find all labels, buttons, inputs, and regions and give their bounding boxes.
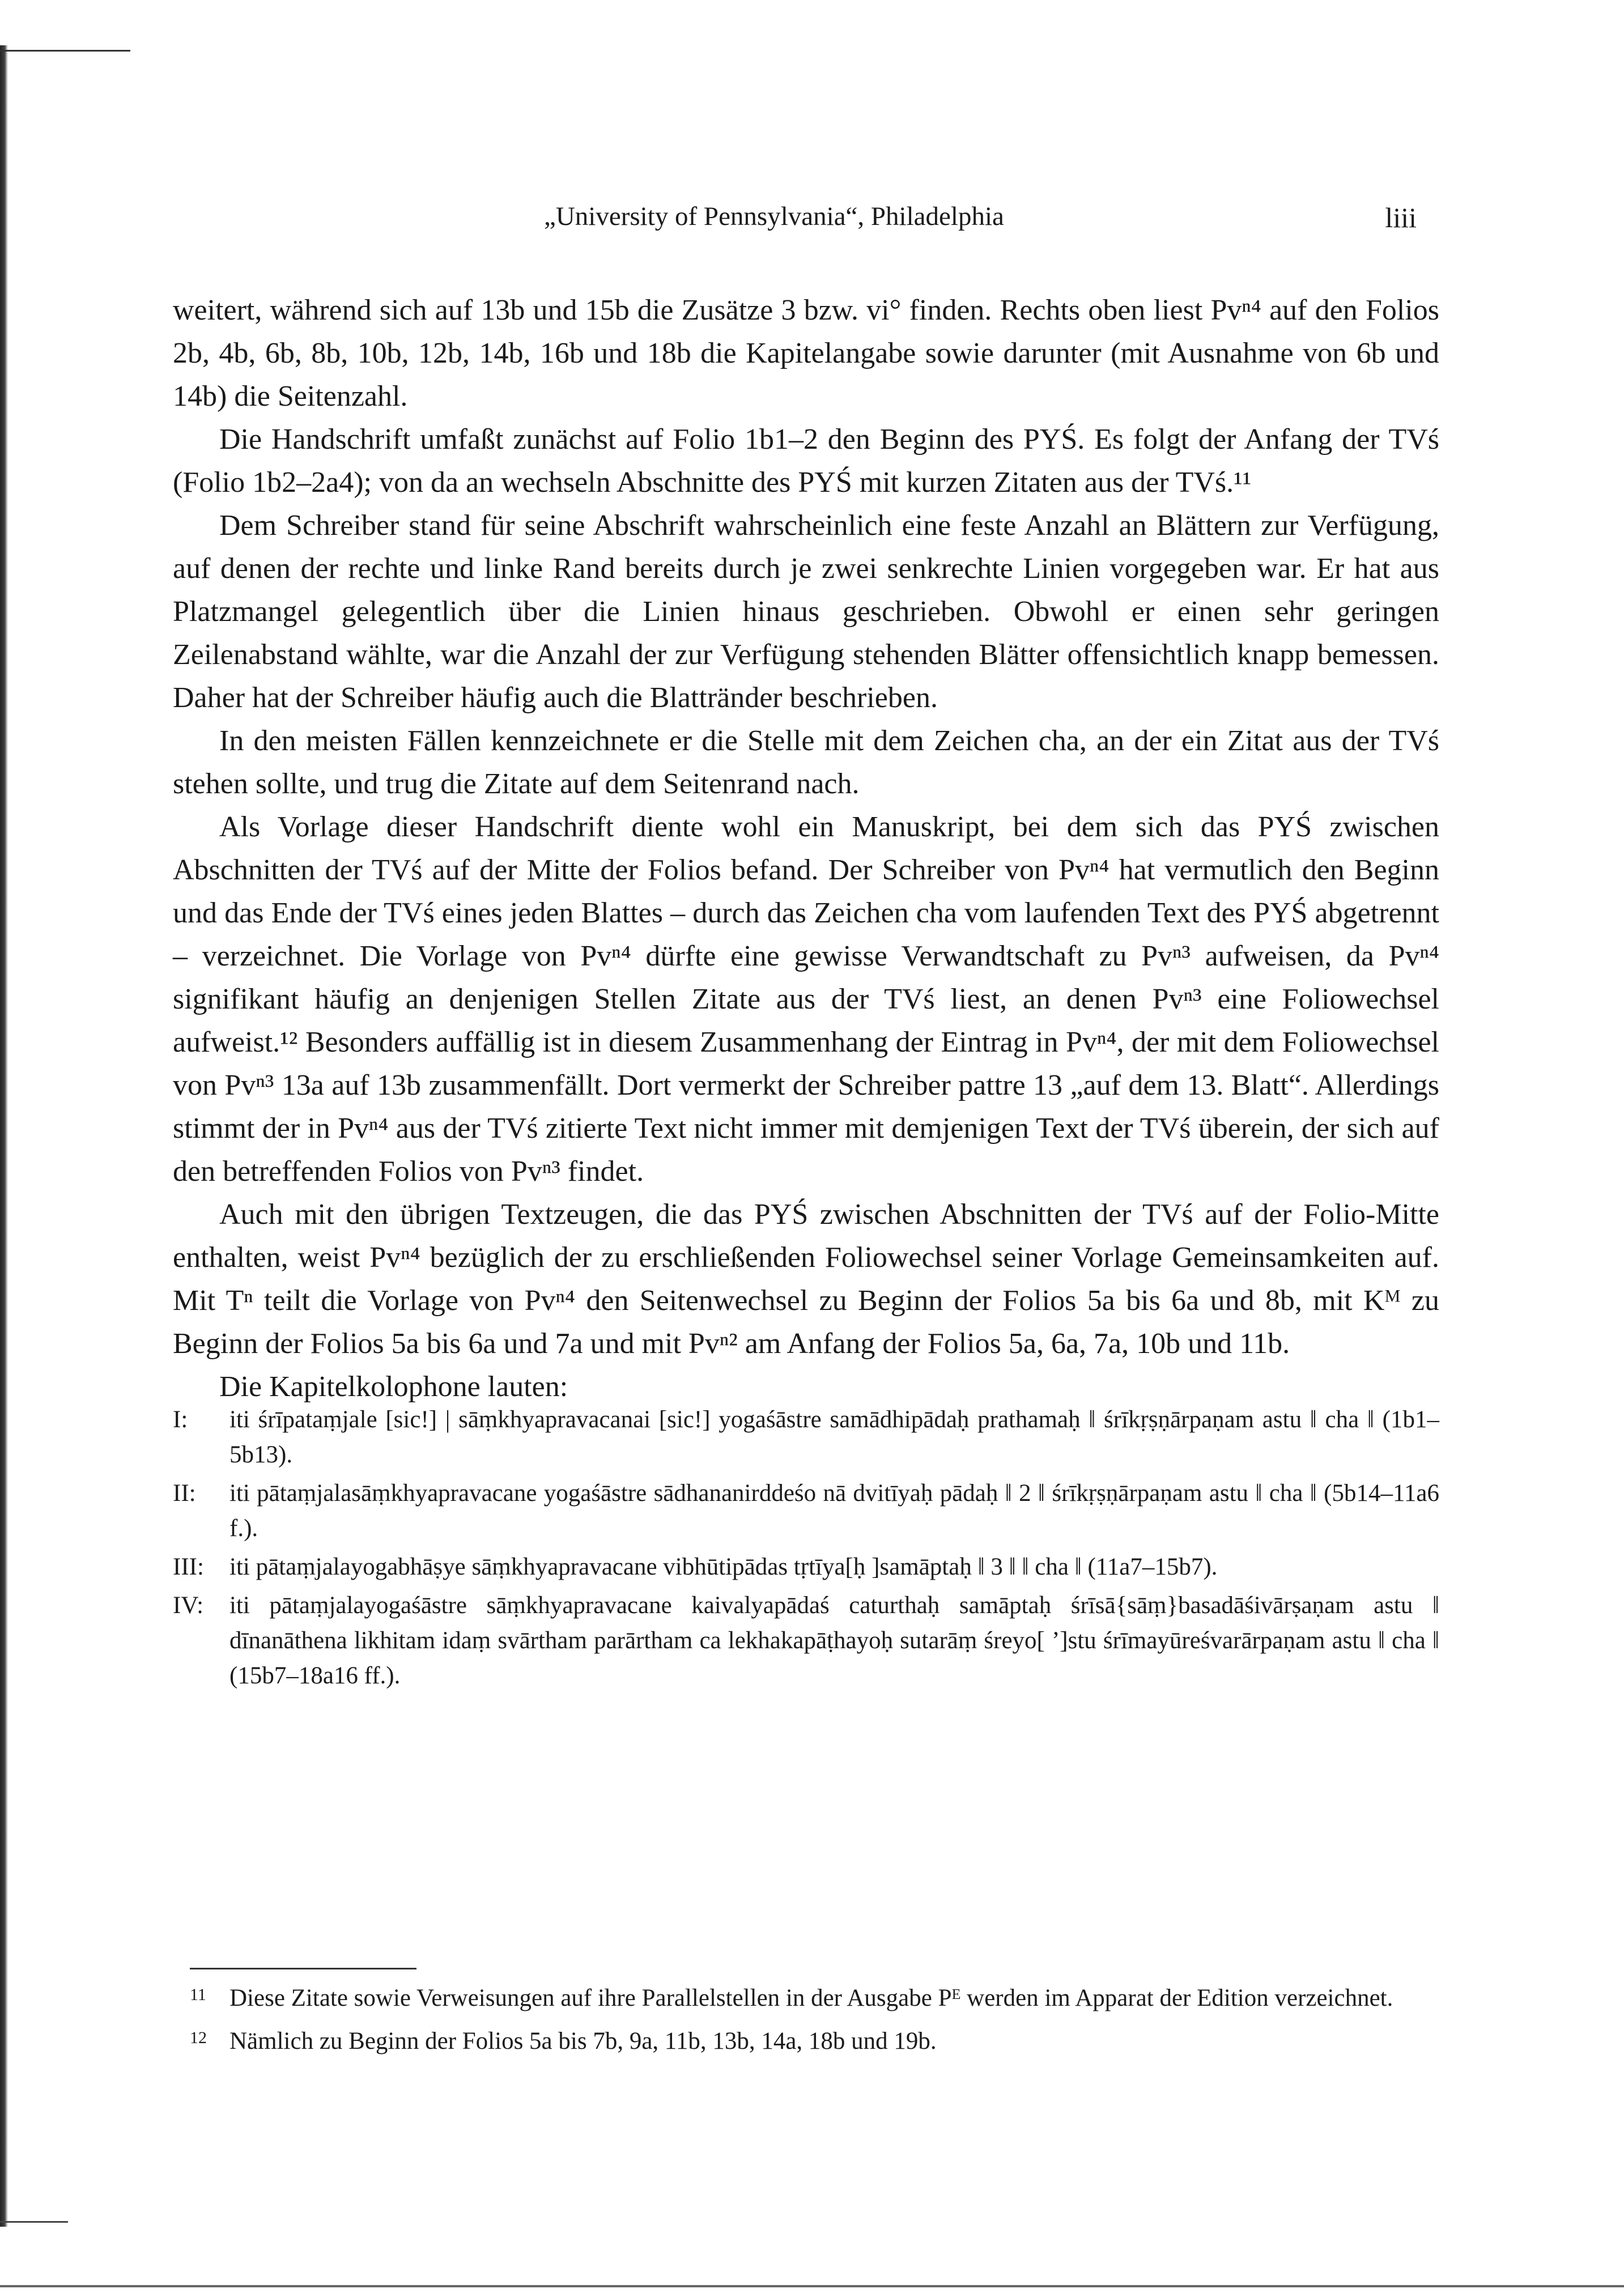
colophon-text: iti śrīpataṃjale [sic!] | sāṃkhyapravacanai [sic!] yogaśāstre samādhipādaḥ prathamaḥ ‖ śrīkṛṣṇārpaṇam astu ‖ cha ‖ (1b1–5b13).: [229, 1406, 1439, 1468]
footnote-number: 12: [190, 2028, 207, 2047]
paragraph: Auch mit den übrigen Textzeugen, die das PYŚ zwischen Abschnitten der TVś auf der Folio-Mitte enthalten, weist Pvⁿ⁴ bezüglich der zu erschließenden Foliowechsel seiner Vorlage Gemeinsamkeiten auf. Mit Tⁿ teilt die Vorlage von Pvⁿ⁴ den Seitenwechsel zu Beginn der Folios 5a bis 6a und 8b, mit Kᴹ zu Beginn der Folios 5a bis 6a und 7a und mit Pvⁿ² am Anfang der Folios 5a, 6a, 7a, 10b und 11b.: [173, 1198, 1439, 1360]
colophon-entry: [173, 1588, 1439, 1694]
paragraph: Dem Schreiber stand für seine Abschrift wahrscheinlich eine feste Anzahl an Blättern zur Verfügung, auf denen der rechte und linke Rand bereits durch je zwei senkrechte Linien vorgegeben war. Er hat aus Platzmangel gelegentlich über die Linien hinaus geschrieben. Obwohl er einen sehr geringen Zeilenabstand wählte, war die Anzahl der zur Verfügung stehenden Blätter offensichtlich knapp bemessen. Daher hat der Schreiber häufig auch die Blattränder beschrieben.: [173, 509, 1439, 714]
paragraph: Die Kapitelkolophone lauten:: [219, 1371, 568, 1403]
colophon-entry: [173, 1402, 1439, 1473]
scan-bottom-edge: [0, 2285, 1624, 2287]
paragraph: Die Handschrift umfaßt zunächst auf Folio 1b1–2 den Beginn des PYŚ. Es folgt der Anfang der TVś (Folio 1b2–2a4); von da an wechseln Abschnitte des PYŚ mit kurzen Zitaten aus der TVś.¹¹: [173, 423, 1439, 499]
scan-binding-shadow: [0, 45, 8, 2227]
colophon-label: IV:: [173, 1592, 204, 1619]
footnote-list: [190, 1980, 1442, 2066]
footnote-text: Diese Zitate sowie Verweisungen auf ihre Parallelstellen in der Ausgabe Pᴱ werden im Apparat der Edition verzeichnet.: [229, 1985, 1393, 2011]
colophon-text: iti pātaṃjalasāṃkhyapravacane yogaśāstre sādhananirddeśo nā dvitīyaḥ pādaḥ ‖ 2 ‖ śrīkṛṣṇārpaṇam astu ‖ cha ‖ (5b14–11a6 f.).: [229, 1480, 1439, 1542]
page-number: liii: [1385, 202, 1417, 233]
paragraph: In den meisten Fällen kennzeichnete er die Stelle mit dem Zeichen cha, an der ein Zitat aus der TVś stehen sollte, und trug die Zitate auf dem Seitenrand nach.: [173, 725, 1439, 800]
colophon-list: [173, 1402, 1439, 1697]
scan-edge-line: [0, 50, 130, 52]
colophon-label: I:: [173, 1406, 188, 1433]
colophon-text: iti pātaṃjalayogaśāstre sāṃkhyapravacane kaivalyapādaś caturthaḥ samāptaḥ śrīsā{sāṃ}basadāśivārṣaṇam astu ‖ dīnanāthena likhitam idaṃ svārtham parārtham ca lekhakapāṭhayoḥ sutarāṃ śreyo[ ’]stu śrīmayūreśvarārpaṇam astu ‖ cha ‖ (15b7–18a16 ff.).: [229, 1592, 1439, 1689]
paragraph: weitert, während sich auf 13b und 15b die Zusätze 3 bzw. vi° finden. Rechts oben liest Pvⁿ⁴ auf den Folios 2b, 4b, 6b, 8b, 10b, 12b, 14b, 16b und 18b die Kapitelangabe sowie darunter (mit Ausnahme von 6b und 14b) die Seitenzahl.: [173, 294, 1439, 412]
footnote: [190, 2023, 1442, 2060]
main-text: [173, 289, 1439, 1409]
colophon-entry: [173, 1550, 1439, 1585]
colophon-label: III:: [173, 1554, 204, 1580]
paragraph: Als Vorlage dieser Handschrift diente wohl ein Manuskript, bei dem sich das PYŚ zwischen Abschnitten der TVś auf der Mitte der Folios befand. Der Schreiber von Pvⁿ⁴ hat vermutlich den Beginn und das Ende der TVś eines jeden Blattes – durch das Zeichen cha vom laufenden Text des PYŚ abgetrennt – verzeichnet. Die Vorlage von Pvⁿ⁴ dürfte eine gewisse Verwandtschaft zu Pvⁿ³ aufweisen, da Pvⁿ⁴ signifikant häufig an denjenigen Stellen Zitate aus der TVś liest, an denen Pvⁿ³ eine Foliowechsel aufweist.¹² Besonders auffällig ist in diesem Zusammenhang der Eintrag in Pvⁿ⁴, der mit dem Foliowechsel von Pvⁿ³ 13a auf 13b zusammenfällt. Dort vermerkt der Schreiber pattre 13 „auf dem 13. Blatt“. Allerdings stimmt der in Pvⁿ⁴ aus der TVś zitierte Text nicht immer mit demjenigen Text der TVś überein, der sich auf den betreffenden Folios von Pvⁿ³ findet.: [173, 811, 1439, 1188]
page-header: [170, 201, 1417, 235]
running-head: „University of Pennsylvania“, Philadelphia: [544, 202, 1004, 231]
footnote: [190, 1980, 1442, 2017]
colophon-entry: [173, 1476, 1439, 1546]
colophon-text: iti pātaṃjalayogabhāṣye sāṃkhyapravacane vibhūtipādas tṛtīya[ḥ ]samāptaḥ ‖ 3 ‖ ‖ cha ‖ (11a7–15b7).: [229, 1554, 1218, 1580]
footnote-text: Nämlich zu Beginn der Folios 5a bis 7b, 9a, 11b, 13b, 14a, 18b und 19b.: [229, 2028, 937, 2054]
scan-edge-line: [0, 2221, 68, 2223]
footnote-separator: [190, 1968, 416, 1969]
footnote-number: 11: [190, 1985, 206, 2004]
colophon-label: II:: [173, 1480, 196, 1507]
